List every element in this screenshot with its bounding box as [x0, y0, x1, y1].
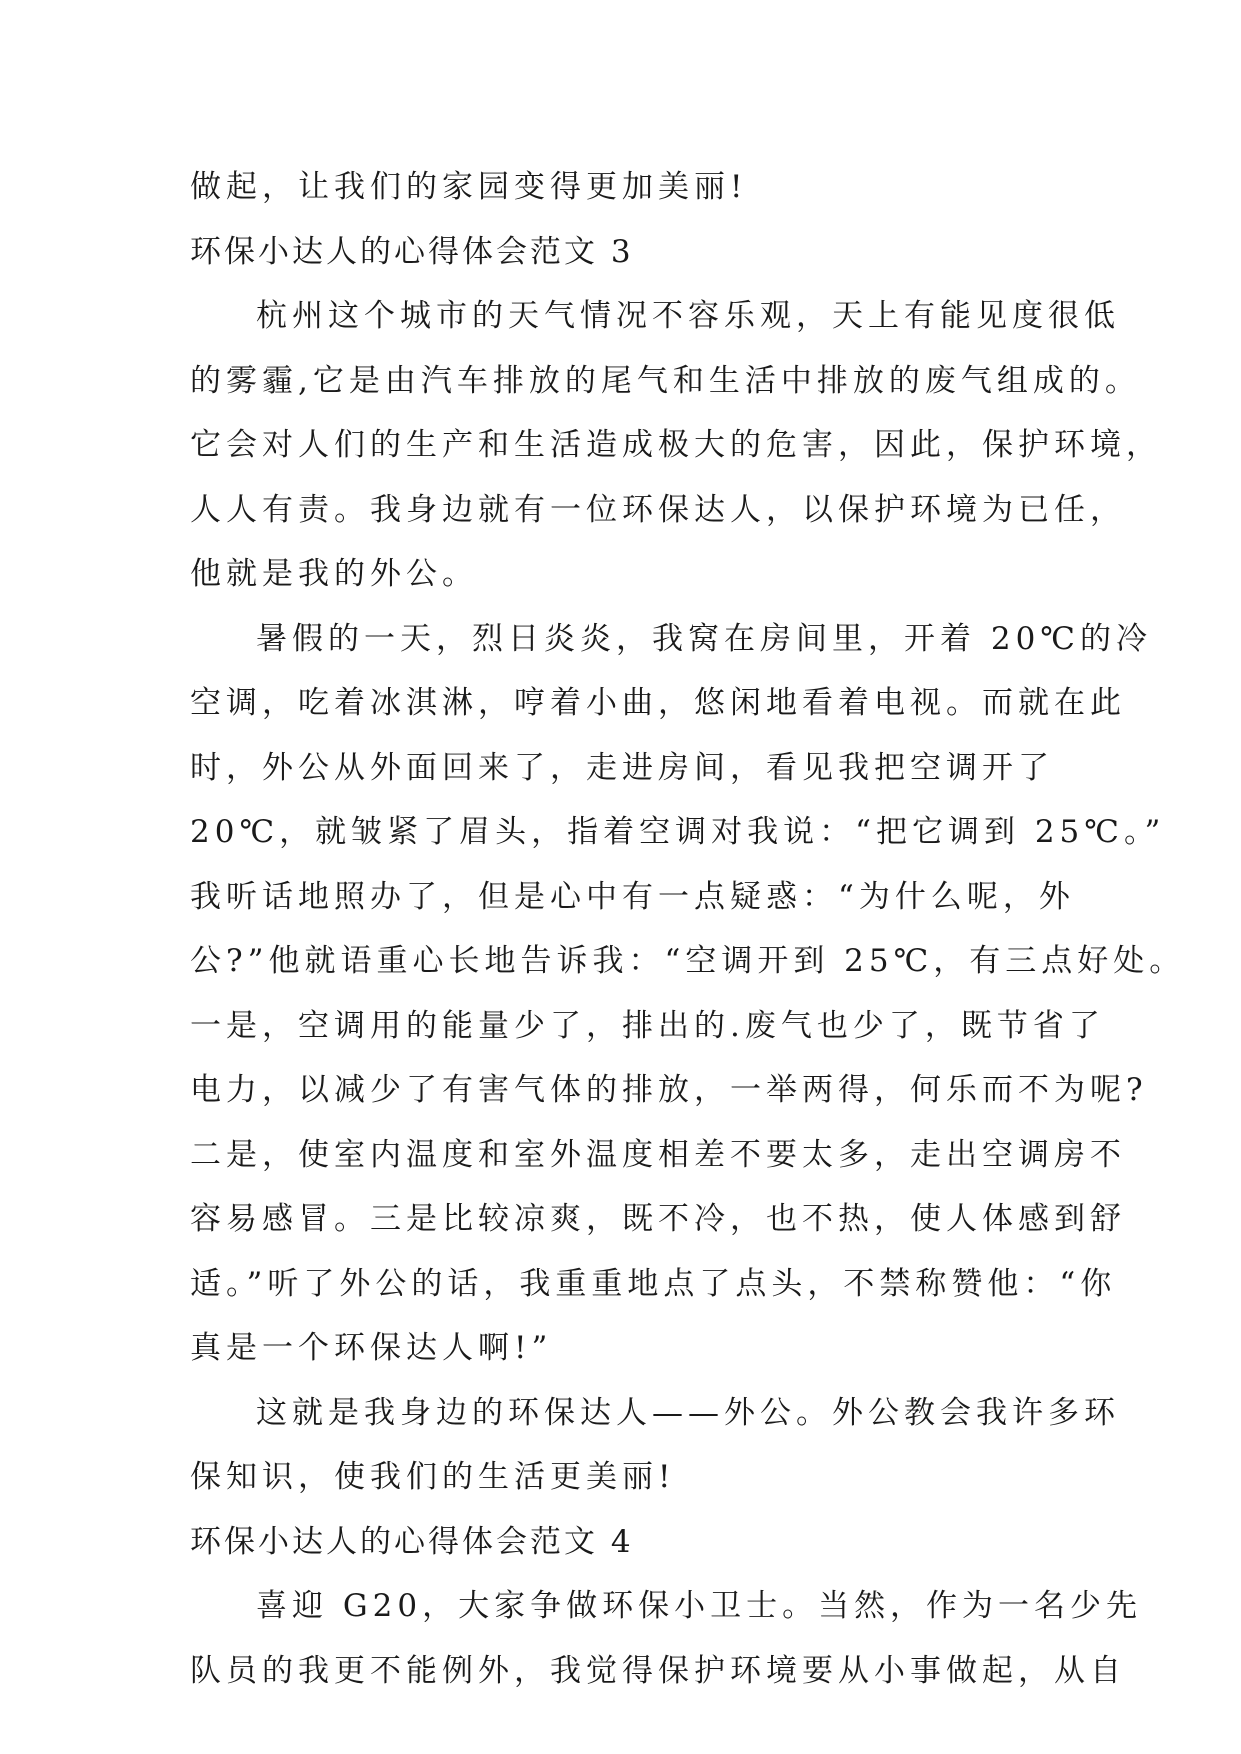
paragraph-line: 20℃，就皱紧了眉头，指着空调对我说：“把它调到 25℃。” — [190, 814, 1166, 850]
paragraph-line: 人人有责。我身边就有一位环保达人，以保护环境为已任， — [190, 491, 1126, 528]
paragraph-line: 这就是我身边的环保达人——外公。外公教会我许多环 — [256, 1394, 1120, 1431]
section-heading: 环保小达人的心得体会范文 4 — [190, 1523, 634, 1560]
paragraph-line: 电力，以减少了有害气体的排放，一举两得，何乐而不为呢? — [190, 1072, 1148, 1108]
paragraph-line: 适。”听了外公的话，我重重地点了点头，不禁称赞他：“你 — [190, 1265, 1117, 1302]
paragraph-line: 容易感冒。三是比较凉爽，既不冷，也不热，使人体感到舒 — [190, 1201, 1126, 1237]
paragraph-line: 暑假的一天，烈日炎炎，我窝在房间里，开着 20℃的冷 — [256, 620, 1152, 657]
paragraph-line: 二是，使室内温度和室外温度相差不要太多，走出空调房不 — [190, 1136, 1126, 1173]
paragraph-line: 真是一个环保达人啊!” — [190, 1330, 553, 1366]
document-page — [190, 155, 1186, 1703]
paragraph-line: 我听话地照办了，但是心中有一点疑惑：“为什么呢，外 — [190, 878, 1075, 915]
paragraph-line: 队员的我更不能例外，我觉得保护环境要从小事做起，从自 — [190, 1652, 1126, 1689]
paragraph-line: 它会对人们的生产和生活造成极大的危害，因此，保护环境， — [190, 427, 1162, 463]
section-heading: 环保小达人的心得体会范文 3 — [190, 233, 634, 270]
paragraph-line: 时，外公从外面回来了，走进房间，看见我把空调开了 — [190, 749, 1054, 786]
paragraph-line: 做起，让我们的家园变得更加美丽! — [190, 169, 748, 205]
paragraph-line: 保知识，使我们的生活更美丽! — [190, 1459, 676, 1495]
paragraph-line: 喜迎 G20，大家争做环保小卫士。当然，作为一名少先 — [256, 1588, 1143, 1624]
paragraph-line: 的雾霾,它是由汽车排放的尾气和生活中排放的废气组成的。 — [190, 362, 1141, 399]
paragraph-line: 杭州这个城市的天气情况不容乐观，天上有能见度很低 — [256, 298, 1120, 334]
paragraph-line: 公?”他就语重心长地告诉我：“空调开到 25℃，有三点好处。 — [190, 943, 1186, 979]
paragraph-line: 他就是我的外公。 — [190, 556, 478, 592]
paragraph-line: 空调，吃着冰淇淋，哼着小曲，悠闲地看着电视。而就在此 — [190, 685, 1126, 721]
paragraph-line: 一是，空调用的能量少了，排出的.废气也少了，既节省了 — [190, 1007, 1105, 1044]
